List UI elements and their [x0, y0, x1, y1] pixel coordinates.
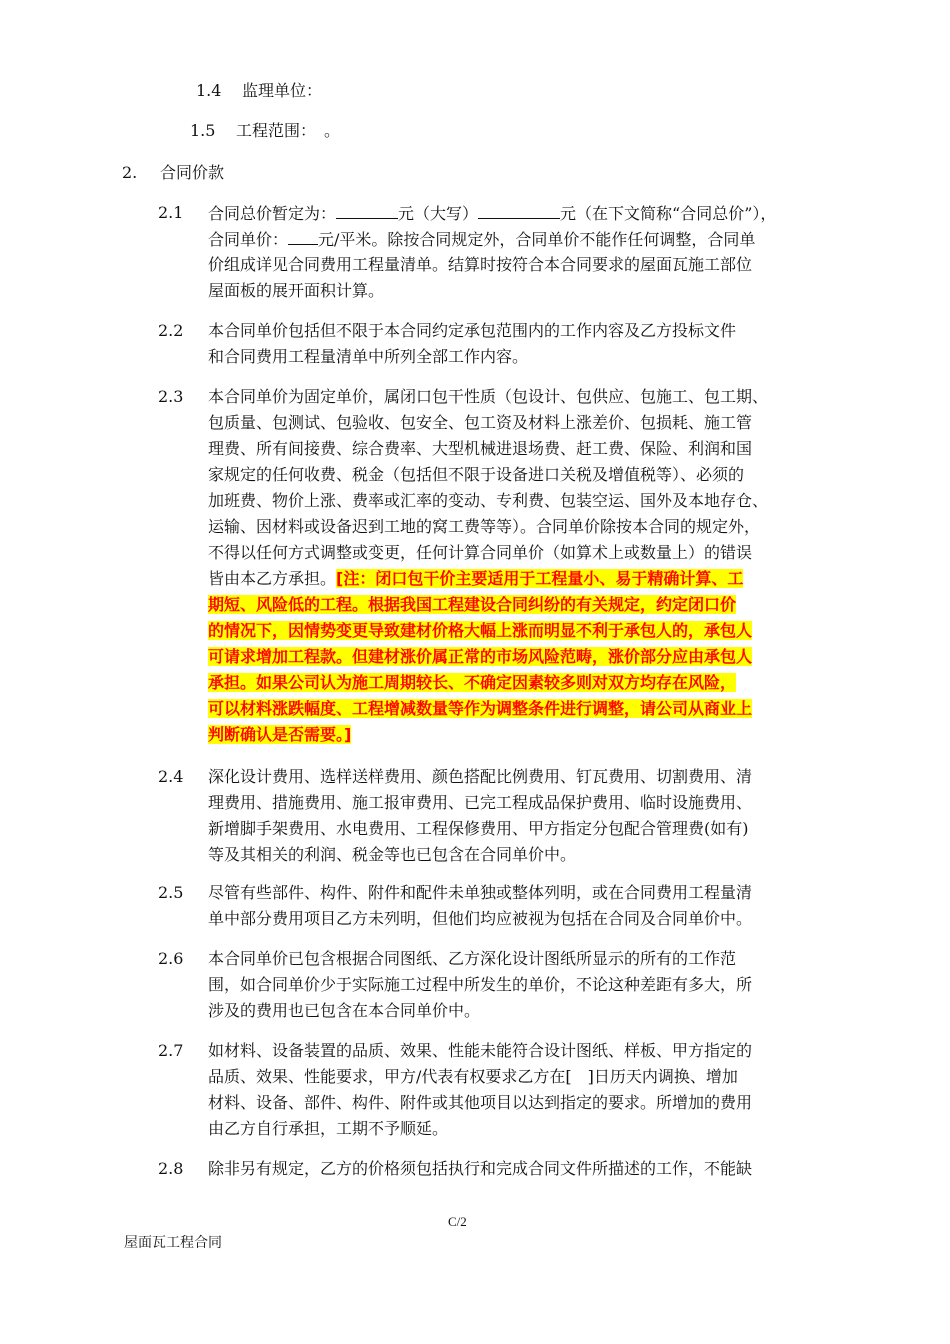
clause-1-5 [190, 118, 340, 144]
clause-line: 新增脚手架费用、水电费用、工程保修费用、甲方指定分包配合管理费(如有) [208, 819, 749, 838]
clause-1-4 [196, 78, 322, 104]
blank-amount [336, 200, 398, 219]
clause-number: 2.4 [158, 767, 184, 786]
clause-line: 不得以任何方式调整或变更，任何计算合同单价（如算术上或数量上）的错误 [208, 543, 753, 562]
clause-line: 尽管有些部件、构件、附件和配件未单独或整体列明，或在合同费用工程量清 [208, 883, 753, 902]
highlighted-note: [注：闭口包干价主要适用于工程量小、易于精确计算、工 [336, 569, 744, 588]
clause-number: 2.3 [158, 387, 184, 406]
clause-line [208, 566, 868, 592]
clause-line [208, 226, 868, 252]
text-segment: 元/平米。除按合同规定外，合同单价不能作任何调整，合同单 [318, 230, 756, 249]
clause-line [208, 200, 868, 226]
section-2-heading [122, 160, 224, 186]
clause-line: 包质量、包测试、包验收、包安全、包工资及材料上涨差价、包损耗、施工管 [208, 413, 753, 432]
clause-line: 围，如合同单价少于实际施工过程中所发生的单价，不论这种差距有多大，所 [208, 975, 753, 994]
clause-line: 深化设计费用、选样送样费用、颜色搭配比例费用、钉瓦费用、切割费用、清 [208, 767, 753, 786]
blank-unit-price [288, 226, 318, 245]
highlighted-note: 期短、风险低的工程。根据我国工程建设合同纠纷的有关规定，约定闭口价 [208, 595, 737, 614]
highlighted-note: 可请求增加工程款。但建材涨价属正常的市场风险范畴，涨价部分应由承包人 [208, 647, 753, 666]
clause-number: 2.8 [158, 1159, 184, 1178]
clause-number: 1.5 [190, 121, 216, 140]
footer-title: 屋面瓦工程合同 [124, 1235, 222, 1251]
clause-number: 2.1 [158, 203, 184, 222]
text-segment: 合同总价暂定为： [208, 204, 337, 223]
clause-line: 如材料、设备装置的品质、效果、性能未能符合设计图纸、样板、甲方指定的 [208, 1041, 753, 1060]
clause-line: 屋面板的展开面积计算。 [208, 281, 385, 300]
clause-number: 2.7 [158, 1041, 184, 1060]
clause-line: 本合同单价已包含根据合同图纸、乙方深化设计图纸所显示的所有的工作范 [208, 949, 737, 968]
clause-number: 2.2 [158, 321, 184, 340]
clause-line: 和合同费用工程量清单中所列全部工作内容。 [208, 347, 529, 366]
blank-amount-words [478, 200, 560, 219]
clause-line: 单中部分费用项目乙方未列明，但他们均应被视为包括在合同及合同单价中。 [208, 909, 753, 928]
clause-line: 运输、因材料或设备迟到工地的窝工费等等）。合同单价除按本合同的规定外， [208, 517, 761, 536]
clause-line: 本合同单价为固定单价，属闭口包干性质（包设计、包供应、包施工、包工期、 [208, 387, 769, 406]
clause-text: 监理单位： [242, 81, 323, 100]
clause-number: 1.4 [196, 81, 222, 100]
clause-line: 由乙方自行承担，工期不予顺延。 [208, 1119, 449, 1138]
clause-line: 价组成详见合同费用工程量清单。结算时按符合本合同要求的屋面瓦施工部位 [208, 255, 753, 274]
highlighted-note: 的情况下，因情势变更导致建材价格大幅上涨而明显不利于承包人的，承包人 [208, 621, 753, 640]
clause-line: 除非另有规定，乙方的价格须包括执行和完成合同文件所描述的工作，不能缺 [208, 1159, 753, 1178]
clause-text: 工程范围： 。 [236, 121, 341, 140]
text-segment: 皆由本乙方承担。 [208, 569, 337, 588]
text-segment: 元（大写） [398, 204, 479, 223]
text-segment: 元（在下文简称“合同总价”）， [560, 204, 777, 223]
section-title: 合同价款 [160, 163, 225, 182]
text-segment: 合同单价： [208, 230, 289, 249]
section-number: 2. [122, 163, 138, 182]
clause-line: 家规定的任何收费、税金（包括但不限于设备进口关税及增值税等）、必须的 [208, 465, 745, 484]
clause-line: 品质、效果、性能要求，甲方/代表有权要求乙方在[ ]日历天内调换、增加 [208, 1067, 738, 1086]
clause-number: 2.5 [158, 883, 184, 902]
clause-line: 等及其相关的利润、税金等也已包含在合同单价中。 [208, 845, 577, 864]
highlighted-note: 承担。如果公司认为施工周期较长、不确定因素较多则对双方均存在风险， [208, 673, 737, 692]
highlighted-note: 判断确认是否需要。] [208, 725, 352, 744]
clause-number: 2.6 [158, 949, 184, 968]
page-number: C/2 [448, 1214, 467, 1229]
highlighted-note: 可以材料涨跌幅度、工程增减数量等作为调整条件进行调整，请公司从商业上 [208, 699, 753, 718]
clause-line: 材料、设备、部件、构件、附件或其他项目以达到指定的要求。所增加的费用 [208, 1093, 753, 1112]
clause-line: 加班费、物价上涨、费率或汇率的变动、专利费、包装空运、国外及本地存仓、 [208, 491, 769, 510]
clause-line: 本合同单价包括但不限于本合同约定承包范围内的工作内容及乙方投标文件 [208, 321, 737, 340]
clause-line: 涉及的费用也已包含在本合同单价中。 [208, 1001, 481, 1020]
clause-line: 理费用、措施费用、施工报审费用、已完工程成品保护费用、临时设施费用、 [208, 793, 753, 812]
clause-line: 理费、所有间接费、综合费率、大型机械进退场费、赶工费、保险、利润和国 [208, 439, 753, 458]
